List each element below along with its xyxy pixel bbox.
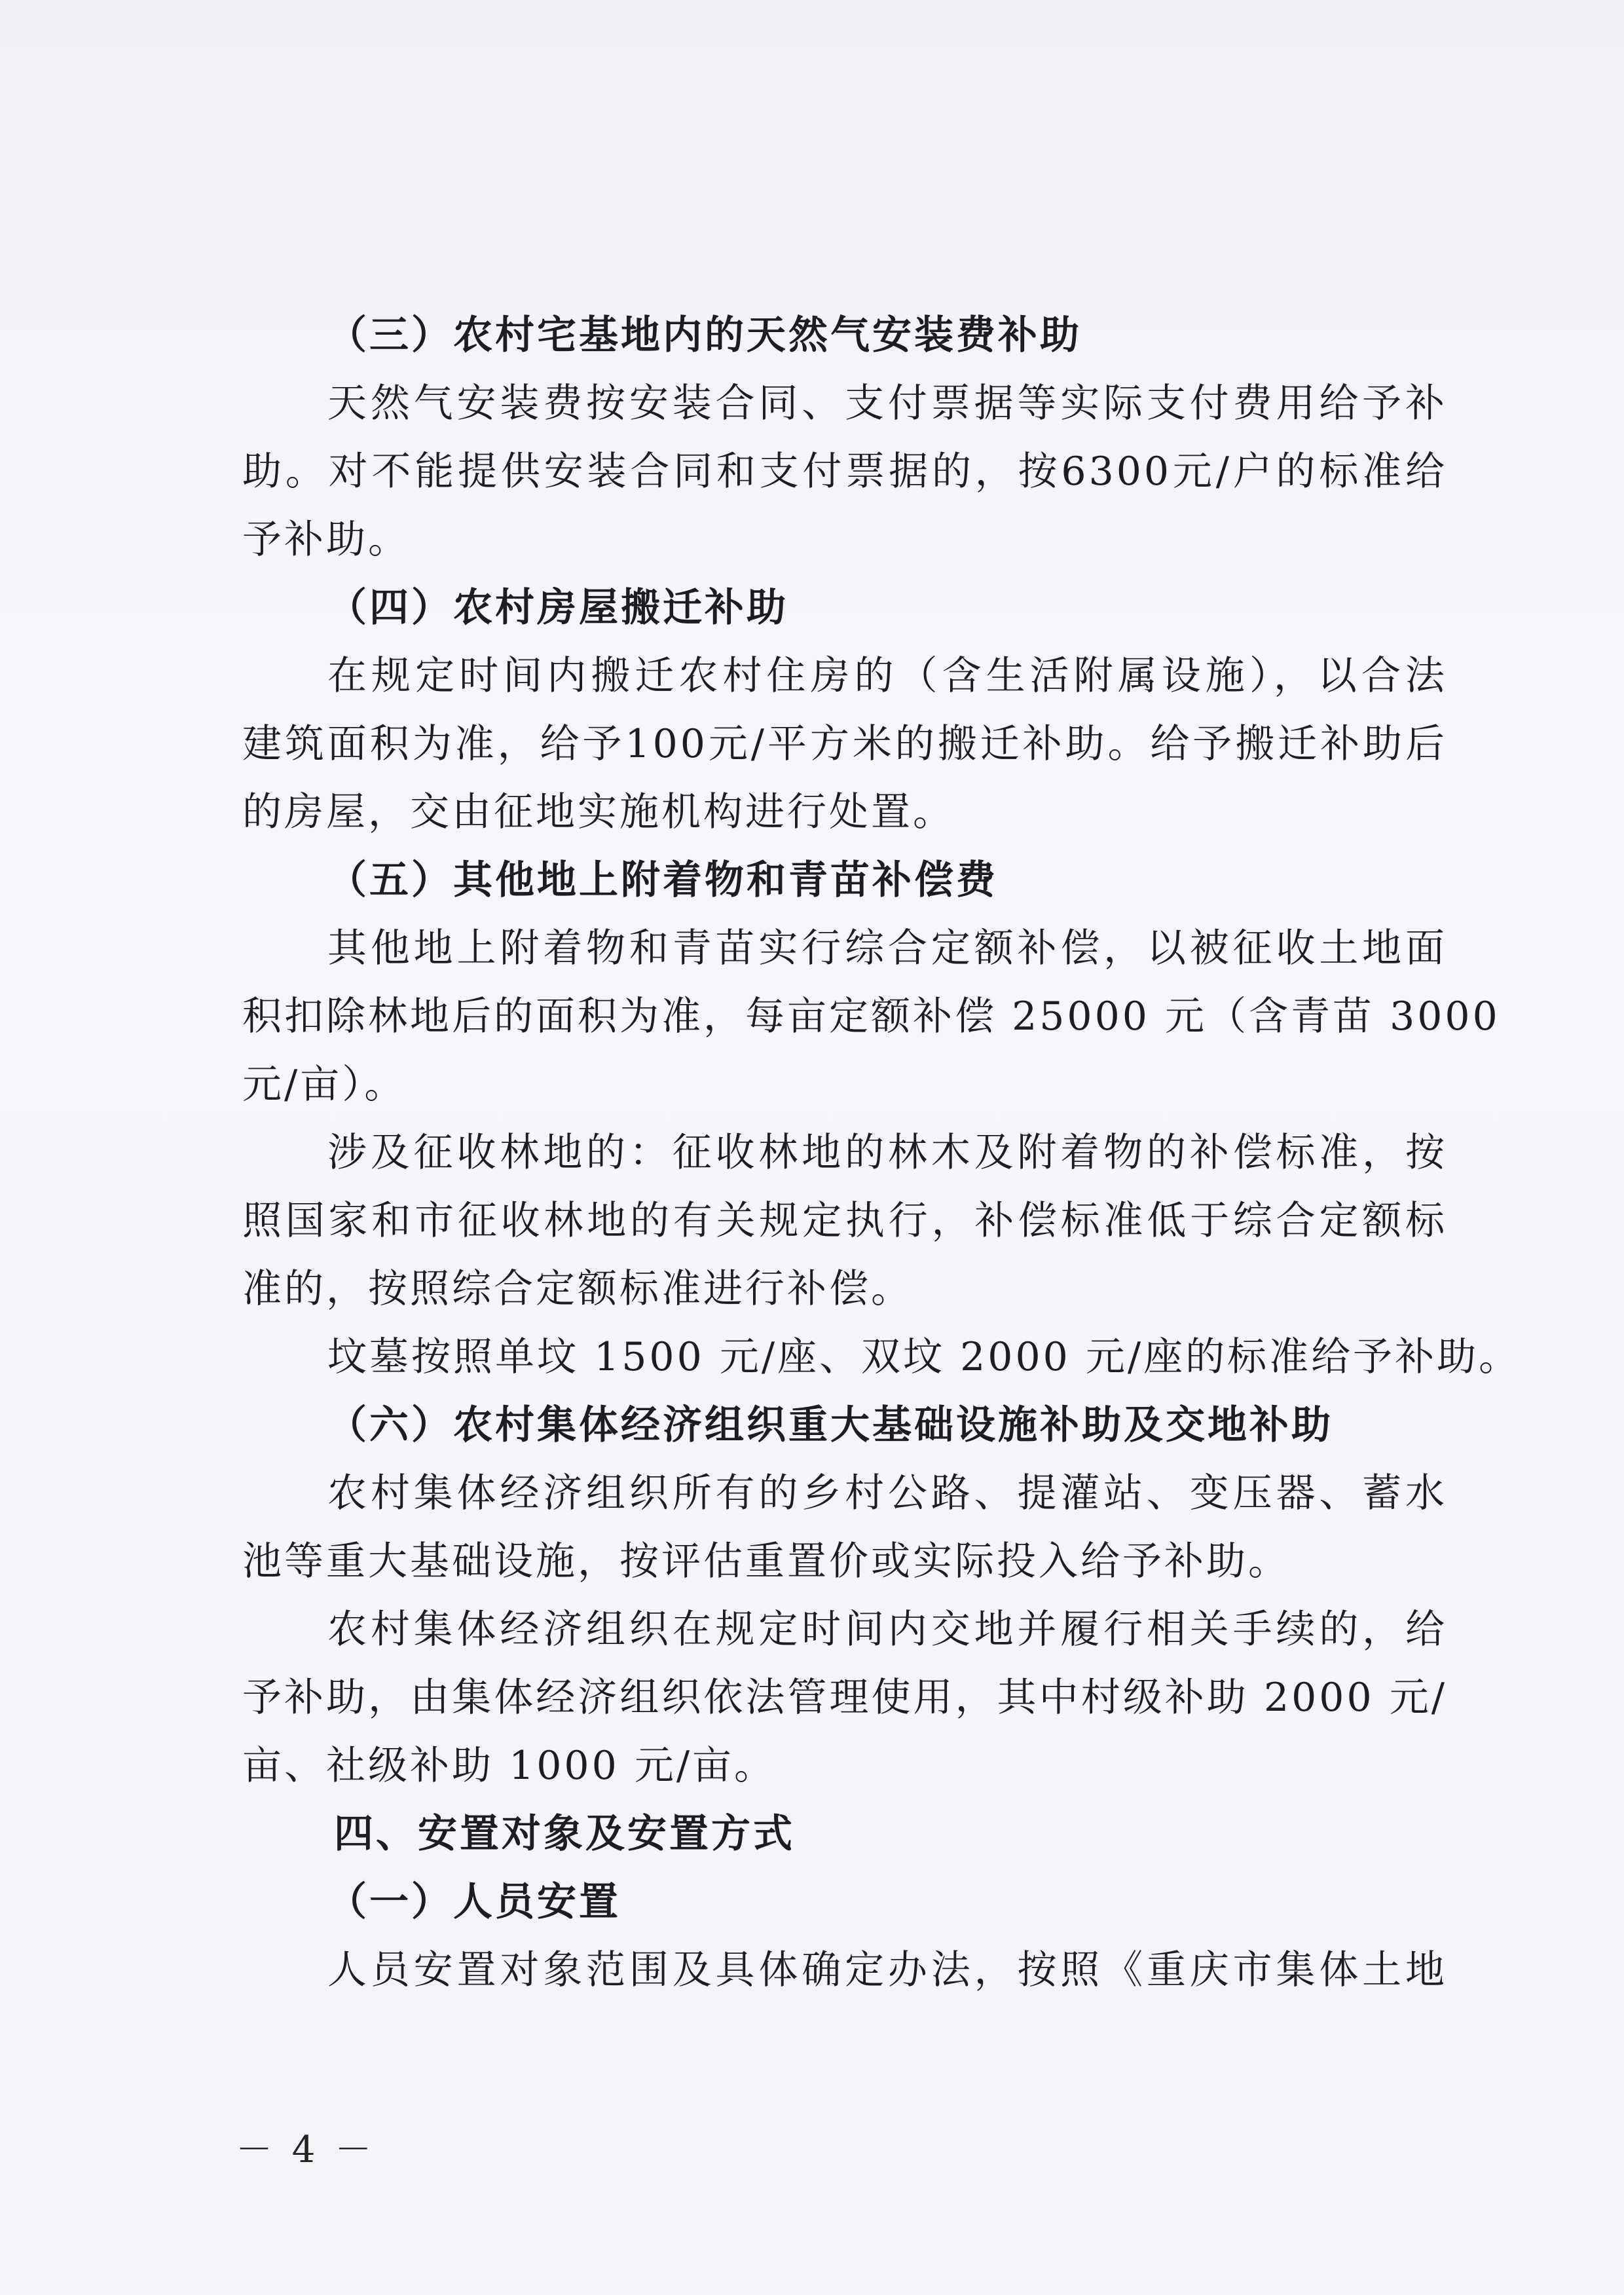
body-line: 天然气安装费按安装合同、支付票据等实际支付费用给予补 (327, 381, 1447, 426)
body-line: 人员安置对象范围及具体确定办法，按照《重庆市集体土地 (327, 1947, 1447, 1993)
section-heading: 四、安置对象及安置方式 (334, 1811, 795, 1857)
body-line: 元/亩）。 (242, 1062, 407, 1108)
section-heading: （一）人员安置 (327, 1879, 621, 1925)
body-line: 亩、社级补助 1000 元/亩。 (242, 1743, 777, 1789)
body-line: 农村集体经济组织在规定时间内交地并履行相关手续的，给 (327, 1607, 1447, 1652)
body-line: 予补助。 (242, 517, 410, 563)
document-body (242, 301, 1521, 2004)
body-line: 池等重大基础设施，按评估重置价或实际投入给予补助。 (242, 1539, 1290, 1584)
section-heading: （三）农村宅基地内的天然气安装费补助 (327, 312, 1082, 358)
body-line: 助。对不能提供安装合同和支付票据的，按6300元/户的标准给 (242, 449, 1447, 494)
body-line: 照国家和市征收林地的有关规定执行，补偿标准低于综合定额标 (242, 1198, 1447, 1244)
body-line: 积扣除林地后的面积为准，每亩定额补偿 25000 元（含青苗 3000 (242, 994, 1500, 1039)
body-line: 建筑面积为准，给予100元/平方米的搬迁补助。给予搬迁补助后 (242, 721, 1447, 767)
section-heading: （四）农村房屋搬迁补助 (327, 585, 788, 631)
body-line: 在规定时间内搬迁农村住房的（含生活附属设施），以合法 (327, 653, 1447, 699)
body-line: 涉及征收林地的：征收林地的林木及附着物的补偿标准，按 (327, 1130, 1447, 1176)
body-line: 其他地上附着物和青苗实行综合定额补偿，以被征收土地面 (327, 925, 1447, 971)
section-heading: （五）其他地上附着物和青苗补偿费 (327, 857, 998, 903)
body-line: 的房屋，交由征地实施机构进行处置。 (242, 789, 955, 835)
body-line: 准的，按照综合定额标准进行补偿。 (242, 1266, 913, 1312)
body-line: 予补助，由集体经济组织依法管理使用，其中村级补助 2000 元/ (242, 1675, 1447, 1721)
body-line: 农村集体经济组织所有的乡村公路、提灌站、变压器、蓄水 (327, 1470, 1447, 1516)
section-heading: （六）农村集体经济组织重大基础设施补助及交地补助 (327, 1402, 1333, 1448)
body-line: 坟墓按照单坟 1500 元/座、双坟 2000 元/座的标准给予补助。 (327, 1334, 1521, 1380)
page-number: － 4 － (236, 2129, 376, 2171)
